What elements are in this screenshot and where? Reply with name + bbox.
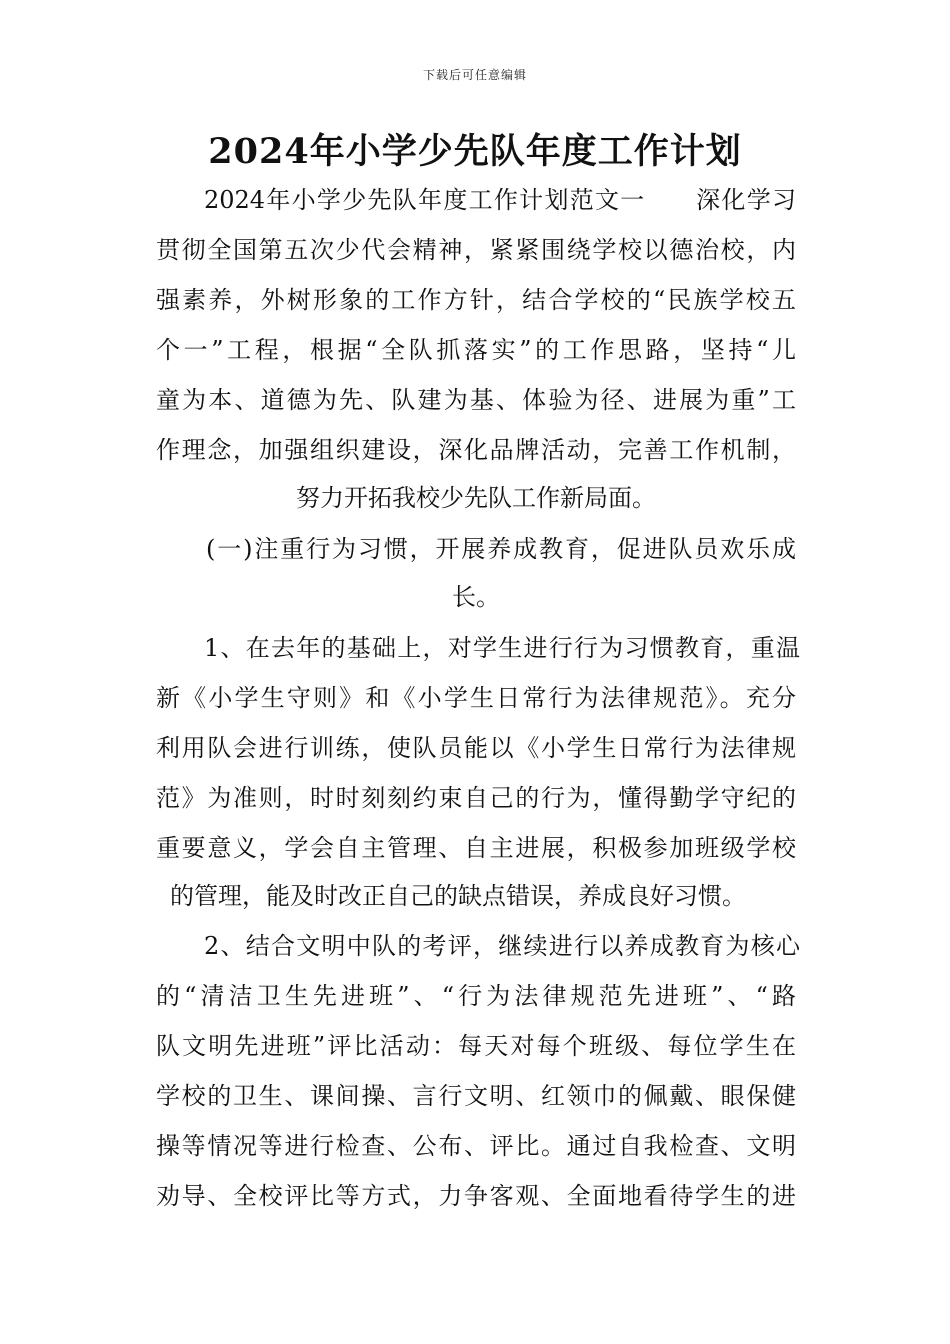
body-line: 劝导、全校评比等方式，力争客观、全面地看待学生的进 bbox=[156, 1182, 796, 1210]
body-line: 队文明先进班”评比活动：每天对每个班级、每位学生在 bbox=[156, 1032, 796, 1060]
body-line: 的“清洁卫生先进班”、“行为法律规范先进班”、“路 bbox=[156, 982, 796, 1010]
body-line: 操等情况等进行检查、公布、评比。通过自我检查、文明 bbox=[156, 1132, 796, 1160]
body-line: 范》为准则，时时刻刻约束自己的行为，懂得勤学守纪的 bbox=[156, 784, 796, 812]
body-line: 新《小学生守则》和《小学生日常行为法律规范》。充分 bbox=[156, 684, 796, 712]
body-line: 的管理，能及时改正自己的缺点错误，养成良好习惯。 bbox=[170, 882, 746, 910]
body-line: 学校的卫生、课间操、言行文明、红领巾的佩戴、眼保健 bbox=[156, 1082, 796, 1110]
header-note: 下载后可任意编辑 bbox=[422, 68, 527, 82]
body-line: 重要意义，学会自主管理、自主进展，积极参加班级学校 bbox=[156, 834, 796, 862]
body-line: 利用队会进行训练，使队员能以《小学生日常行为法律规 bbox=[156, 734, 796, 762]
body-line: 个一”工程，根据“全队抓落实”的工作思路，坚持“儿 bbox=[156, 336, 796, 364]
body-line: 童为本、道德为先、队建为基、体验为径、进展为重”工 bbox=[156, 386, 796, 414]
body-line: 强素养，外树形象的工作方针，结合学校的“民族学校五 bbox=[156, 286, 796, 314]
body-line: 2、结合文明中队的考评，继续进行以养成教育为核心 bbox=[204, 932, 800, 960]
section-heading: (一)注重行为习惯，开展养成教育，促进队员欢乐成 bbox=[206, 535, 796, 563]
body-line: 1、在去年的基础上，对学生进行行为习惯教育，重温 bbox=[204, 634, 800, 662]
document-title: 2024年小学少先队年度工作计划 bbox=[208, 131, 742, 172]
body-line: 2024年小学少先队年度工作计划范文一 深化学习 bbox=[204, 186, 796, 214]
body-line: 贯彻全国第五次少代会精神，紧紧围绕学校以德治校，内 bbox=[156, 236, 796, 264]
body-line: 作理念，加强组织建设，深化品牌活动，完善工作机制， bbox=[156, 436, 796, 464]
body-line: 努力开拓我校少先队工作新局面。 bbox=[296, 484, 656, 512]
section-heading-cont: 长。 bbox=[452, 583, 500, 611]
